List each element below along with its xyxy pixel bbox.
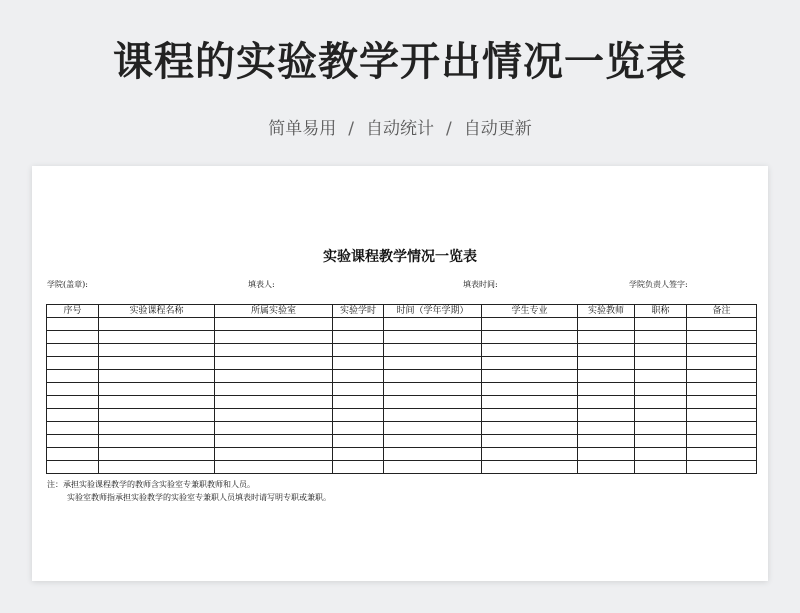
meta-college-stamp: 学院(盖章): bbox=[47, 280, 88, 289]
table-cell[interactable] bbox=[635, 422, 687, 435]
col-header-title: 职称 bbox=[635, 305, 687, 318]
table-cell[interactable] bbox=[333, 461, 384, 474]
table-row bbox=[47, 318, 757, 331]
table-cell[interactable] bbox=[333, 344, 384, 357]
table-cell[interactable] bbox=[99, 448, 215, 461]
table-cell[interactable] bbox=[687, 331, 757, 344]
table-cell[interactable] bbox=[333, 396, 384, 409]
table-cell[interactable] bbox=[384, 461, 482, 474]
table-cell[interactable] bbox=[687, 435, 757, 448]
table-cell[interactable] bbox=[99, 370, 215, 383]
table-cell[interactable] bbox=[99, 344, 215, 357]
table-header-row bbox=[47, 305, 757, 318]
table-cell[interactable] bbox=[47, 370, 99, 383]
table-cell[interactable] bbox=[215, 448, 333, 461]
table-cell[interactable] bbox=[578, 409, 635, 422]
table-cell[interactable] bbox=[215, 396, 333, 409]
table-cell[interactable] bbox=[635, 461, 687, 474]
table-cell[interactable] bbox=[578, 422, 635, 435]
subtitle-item-auto-update: 自动更新 bbox=[463, 119, 532, 139]
table-cell[interactable] bbox=[482, 318, 578, 331]
table-cell[interactable] bbox=[578, 396, 635, 409]
table-cell[interactable] bbox=[47, 461, 99, 474]
table-cell[interactable] bbox=[99, 383, 215, 396]
table-cell[interactable] bbox=[635, 331, 687, 344]
table-cell[interactable] bbox=[384, 357, 482, 370]
table-cell[interactable] bbox=[99, 331, 215, 344]
table-cell[interactable] bbox=[333, 370, 384, 383]
table-cell[interactable] bbox=[333, 357, 384, 370]
page-title: 课程的实验教学开出情况一览表 bbox=[113, 39, 687, 85]
table-cell[interactable] bbox=[47, 357, 99, 370]
table-row bbox=[47, 344, 757, 357]
table-cell[interactable] bbox=[384, 396, 482, 409]
col-header-remarks: 备注 bbox=[687, 305, 757, 318]
table-cell[interactable] bbox=[47, 331, 99, 344]
table-cell[interactable] bbox=[687, 344, 757, 357]
table-cell[interactable] bbox=[99, 435, 215, 448]
table-cell[interactable] bbox=[215, 318, 333, 331]
table-cell[interactable] bbox=[635, 318, 687, 331]
col-header-laboratory: 所属实验室 bbox=[215, 305, 333, 318]
col-header-course-name: 实验课程名称 bbox=[99, 305, 215, 318]
table-cell[interactable] bbox=[384, 370, 482, 383]
table-cell[interactable] bbox=[333, 435, 384, 448]
table-cell[interactable] bbox=[333, 448, 384, 461]
table-cell[interactable] bbox=[384, 383, 482, 396]
table-cell[interactable] bbox=[47, 383, 99, 396]
table-cell[interactable] bbox=[384, 448, 482, 461]
table-cell[interactable] bbox=[384, 409, 482, 422]
table-cell[interactable] bbox=[333, 331, 384, 344]
meta-fill-time: 填表时间: bbox=[463, 280, 498, 289]
table-cell[interactable] bbox=[687, 318, 757, 331]
table-cell[interactable] bbox=[578, 448, 635, 461]
table-cell[interactable] bbox=[687, 461, 757, 474]
table-cell[interactable] bbox=[215, 383, 333, 396]
table-cell[interactable] bbox=[215, 331, 333, 344]
table-cell[interactable] bbox=[578, 331, 635, 344]
table-cell[interactable] bbox=[47, 435, 99, 448]
subtitle bbox=[0, 114, 800, 139]
table-cell[interactable] bbox=[687, 396, 757, 409]
table-cell[interactable] bbox=[333, 318, 384, 331]
table-cell[interactable] bbox=[99, 422, 215, 435]
table-cell[interactable] bbox=[384, 435, 482, 448]
table-cell[interactable] bbox=[47, 318, 99, 331]
table-cell[interactable] bbox=[687, 357, 757, 370]
table-cell[interactable] bbox=[99, 357, 215, 370]
table-cell[interactable] bbox=[687, 448, 757, 461]
table-row bbox=[47, 435, 757, 448]
table-cell[interactable] bbox=[333, 409, 384, 422]
table-cell[interactable] bbox=[482, 370, 578, 383]
table-cell[interactable] bbox=[578, 318, 635, 331]
table-cell[interactable] bbox=[578, 344, 635, 357]
table-cell[interactable] bbox=[482, 409, 578, 422]
table-row bbox=[47, 461, 757, 474]
table-cell[interactable] bbox=[687, 422, 757, 435]
col-header-teacher: 实验教师 bbox=[578, 305, 635, 318]
subtitle-item-auto-stats: 自动统计 bbox=[366, 119, 434, 139]
table-cell[interactable] bbox=[99, 318, 215, 331]
table-cell[interactable] bbox=[578, 370, 635, 383]
table-cell[interactable] bbox=[482, 461, 578, 474]
meta-signature: 学院负责人签字: bbox=[629, 280, 688, 289]
table-row bbox=[47, 383, 757, 396]
table-cell[interactable] bbox=[47, 396, 99, 409]
table-cell[interactable] bbox=[482, 396, 578, 409]
table-cell[interactable] bbox=[333, 383, 384, 396]
table-cell[interactable] bbox=[482, 448, 578, 461]
table-cell[interactable] bbox=[482, 357, 578, 370]
table-cell[interactable] bbox=[635, 448, 687, 461]
table-cell[interactable] bbox=[635, 383, 687, 396]
document-sheet bbox=[32, 166, 768, 581]
table-cell[interactable] bbox=[47, 409, 99, 422]
table-cell[interactable] bbox=[635, 409, 687, 422]
table-cell[interactable] bbox=[482, 344, 578, 357]
table-cell[interactable] bbox=[215, 370, 333, 383]
col-header-index: 序号 bbox=[47, 305, 99, 318]
subtitle-item-easy: 简单易用 bbox=[268, 119, 337, 139]
table-cell[interactable] bbox=[215, 409, 333, 422]
table-cell[interactable] bbox=[635, 435, 687, 448]
table-cell[interactable] bbox=[578, 357, 635, 370]
table-cell[interactable] bbox=[687, 409, 757, 422]
table-cell[interactable] bbox=[482, 435, 578, 448]
subtitle-separator: / bbox=[348, 119, 354, 139]
table-cell[interactable] bbox=[578, 383, 635, 396]
table-cell[interactable] bbox=[47, 448, 99, 461]
table-cell[interactable] bbox=[635, 357, 687, 370]
table-cell[interactable] bbox=[384, 331, 482, 344]
footnote-2: 实验室教师指承担实验教学的实验室专兼职人员填表时请写明专职或兼职。 bbox=[67, 493, 331, 502]
table-cell[interactable] bbox=[99, 396, 215, 409]
table-cell[interactable] bbox=[215, 461, 333, 474]
col-header-term: 时间（学年学期） bbox=[384, 305, 482, 318]
table-cell[interactable] bbox=[482, 383, 578, 396]
table-cell[interactable] bbox=[47, 344, 99, 357]
table-cell[interactable] bbox=[578, 435, 635, 448]
table-cell[interactable] bbox=[482, 331, 578, 344]
table-cell[interactable] bbox=[578, 461, 635, 474]
col-header-lab-hours: 实验学时 bbox=[333, 305, 384, 318]
table-cell[interactable] bbox=[215, 357, 333, 370]
subtitle-separator: / bbox=[446, 119, 452, 139]
table-cell[interactable] bbox=[635, 396, 687, 409]
table-cell[interactable] bbox=[687, 370, 757, 383]
table-cell[interactable] bbox=[47, 422, 99, 435]
experiment-table bbox=[46, 304, 757, 474]
col-header-major: 学生专业 bbox=[482, 305, 578, 318]
table-cell[interactable] bbox=[215, 435, 333, 448]
table-row bbox=[47, 448, 757, 461]
table-row bbox=[47, 357, 757, 370]
table-row bbox=[47, 409, 757, 422]
table-cell[interactable] bbox=[384, 344, 482, 357]
table-cell[interactable] bbox=[215, 422, 333, 435]
table-row bbox=[47, 396, 757, 409]
table-cell[interactable] bbox=[687, 383, 757, 396]
table-cell[interactable] bbox=[333, 422, 384, 435]
footnote-1: 注：承担实验课程教学的教师含实验室专兼职教师和人员。 bbox=[47, 480, 255, 489]
table-row bbox=[47, 422, 757, 435]
table-cell[interactable] bbox=[215, 344, 333, 357]
table-row bbox=[47, 331, 757, 344]
table-cell[interactable] bbox=[384, 318, 482, 331]
table-row bbox=[47, 370, 757, 383]
document-title: 实验课程教学情况一览表 bbox=[323, 249, 477, 265]
table-cell[interactable] bbox=[635, 370, 687, 383]
table-cell[interactable] bbox=[384, 422, 482, 435]
table-cell[interactable] bbox=[99, 461, 215, 474]
table-cell[interactable] bbox=[482, 422, 578, 435]
meta-filler: 填表人: bbox=[248, 280, 275, 289]
table-cell[interactable] bbox=[635, 344, 687, 357]
table-cell[interactable] bbox=[99, 409, 215, 422]
